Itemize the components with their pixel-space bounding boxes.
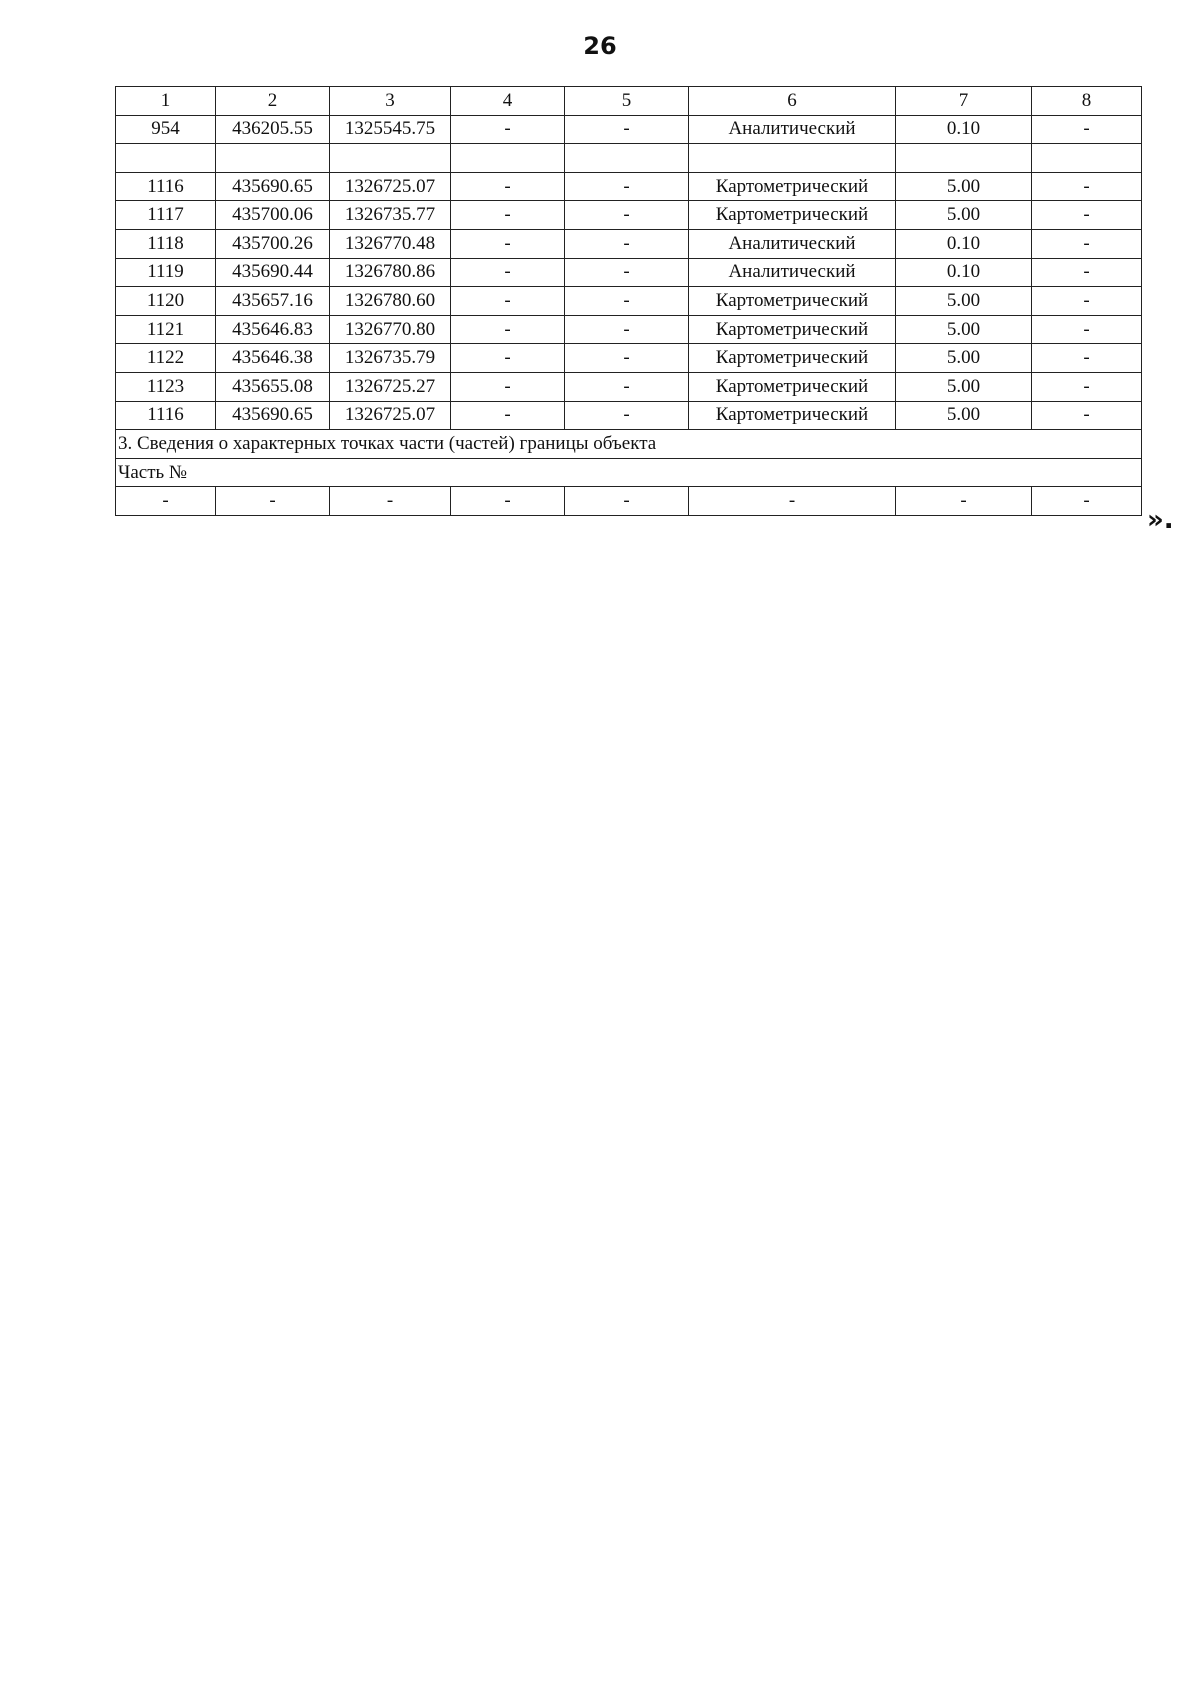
table-cell: 5.00 xyxy=(896,401,1032,430)
table-cell: Картометрический xyxy=(689,372,896,401)
column-header: 2 xyxy=(216,87,330,116)
table-cell: 1326725.07 xyxy=(330,172,451,201)
table-cell: 435700.06 xyxy=(216,201,330,230)
table-cell: - xyxy=(330,487,451,516)
table-cell: 1326725.07 xyxy=(330,401,451,430)
table-cell: 5.00 xyxy=(896,172,1032,201)
table-cell: 5.00 xyxy=(896,372,1032,401)
table-cell: 1119 xyxy=(116,258,216,287)
table-cell: 0.10 xyxy=(896,115,1032,144)
table-cell: 1118 xyxy=(116,229,216,258)
table-row xyxy=(116,372,1142,401)
table-cell: 435690.44 xyxy=(216,258,330,287)
table-cell: Картометрический xyxy=(689,315,896,344)
table-cell: 1116 xyxy=(116,172,216,201)
table-cell: 5.00 xyxy=(896,344,1032,373)
table-cell: - xyxy=(565,172,689,201)
table-cell: 436205.55 xyxy=(216,115,330,144)
table-cell: 1123 xyxy=(116,372,216,401)
table-cell: - xyxy=(565,372,689,401)
table-cell: 5.00 xyxy=(896,315,1032,344)
table-cell: - xyxy=(1032,172,1142,201)
table-cell xyxy=(451,144,565,173)
table-cell: - xyxy=(565,229,689,258)
table-cell: 1120 xyxy=(116,287,216,316)
table-cell: - xyxy=(1032,201,1142,230)
table-row xyxy=(116,115,1142,144)
table-row xyxy=(116,401,1142,430)
column-header: 7 xyxy=(896,87,1032,116)
table-cell xyxy=(116,144,216,173)
table-cell xyxy=(330,144,451,173)
section-heading-row xyxy=(116,430,1142,459)
table-cell: - xyxy=(451,172,565,201)
table-cell: - xyxy=(451,487,565,516)
table-row xyxy=(116,201,1142,230)
table-cell: Аналитический xyxy=(689,115,896,144)
table-cell: 0.10 xyxy=(896,258,1032,287)
table-cell: 5.00 xyxy=(896,201,1032,230)
table-header-row xyxy=(116,87,1142,116)
table-cell xyxy=(896,144,1032,173)
table-cell: Картометрический xyxy=(689,344,896,373)
table-cell: 1325545.75 xyxy=(330,115,451,144)
table-cell: - xyxy=(1032,372,1142,401)
table-row-empty xyxy=(116,144,1142,173)
table-cell: - xyxy=(451,258,565,287)
table-row xyxy=(116,344,1142,373)
table-cell: 1326725.27 xyxy=(330,372,451,401)
table-cell: - xyxy=(565,344,689,373)
table-cell: 435657.16 xyxy=(216,287,330,316)
table-row xyxy=(116,258,1142,287)
table-cell: 435655.08 xyxy=(216,372,330,401)
table-cell: Аналитический xyxy=(689,258,896,287)
table-cell: 435646.38 xyxy=(216,344,330,373)
table-cell: - xyxy=(1032,287,1142,316)
table-cell: 435690.65 xyxy=(216,401,330,430)
table-cell: 1326735.77 xyxy=(330,201,451,230)
table-cell: 1122 xyxy=(116,344,216,373)
table-cell xyxy=(1032,144,1142,173)
column-header: 3 xyxy=(330,87,451,116)
table-cell: - xyxy=(1032,344,1142,373)
table-row xyxy=(116,172,1142,201)
table-cell: 435690.65 xyxy=(216,172,330,201)
table-cell: - xyxy=(216,487,330,516)
table-cell: 954 xyxy=(116,115,216,144)
coordinates-table xyxy=(115,86,1142,516)
table-cell: - xyxy=(565,487,689,516)
table-cell: Аналитический xyxy=(689,229,896,258)
table-row xyxy=(116,229,1142,258)
table-cell: - xyxy=(1032,115,1142,144)
table-cell: Картометрический xyxy=(689,172,896,201)
table-row xyxy=(116,315,1142,344)
table-cell: 5.00 xyxy=(896,287,1032,316)
table-cell: 435700.26 xyxy=(216,229,330,258)
table-cell: - xyxy=(565,287,689,316)
table-cell: - xyxy=(451,401,565,430)
table-cell: Картометрический xyxy=(689,401,896,430)
table-cell: - xyxy=(565,315,689,344)
table-cell xyxy=(216,144,330,173)
table-cell: - xyxy=(451,372,565,401)
column-header: 6 xyxy=(689,87,896,116)
table-cell: - xyxy=(565,115,689,144)
table-cell: - xyxy=(896,487,1032,516)
table-cell: - xyxy=(451,315,565,344)
table-cell: - xyxy=(565,201,689,230)
table-cell: 1121 xyxy=(116,315,216,344)
table-cell: 1326770.48 xyxy=(330,229,451,258)
section-heading: 3. Сведения о характерных точках части (частей) границы объекта xyxy=(116,430,1142,459)
table-cell: - xyxy=(1032,487,1142,516)
table-cell: - xyxy=(565,401,689,430)
table-cell: 435646.83 xyxy=(216,315,330,344)
table-cell: - xyxy=(451,201,565,230)
column-header: 8 xyxy=(1032,87,1142,116)
table-cell: - xyxy=(1032,315,1142,344)
table-cell: - xyxy=(451,115,565,144)
table-cell: - xyxy=(451,344,565,373)
table-cell: - xyxy=(1032,229,1142,258)
table-cell: Картометрический xyxy=(689,287,896,316)
table-cell: 1326770.80 xyxy=(330,315,451,344)
table-cell: 1117 xyxy=(116,201,216,230)
table-cell: - xyxy=(451,229,565,258)
column-header: 4 xyxy=(451,87,565,116)
closing-quote-mark: ». xyxy=(1147,505,1174,535)
table-cell xyxy=(565,144,689,173)
table-cell: - xyxy=(116,487,216,516)
page-number: 26 xyxy=(583,32,617,60)
table-cell: - xyxy=(1032,258,1142,287)
part-label: Часть № xyxy=(116,458,1142,487)
table-cell xyxy=(689,144,896,173)
table-cell: 1326780.86 xyxy=(330,258,451,287)
table-cell: 0.10 xyxy=(896,229,1032,258)
table-cell: - xyxy=(565,258,689,287)
part-row xyxy=(116,487,1142,516)
table-cell: - xyxy=(451,287,565,316)
table-cell: 1116 xyxy=(116,401,216,430)
table-cell: - xyxy=(689,487,896,516)
table-cell: - xyxy=(1032,401,1142,430)
column-header: 1 xyxy=(116,87,216,116)
column-header: 5 xyxy=(565,87,689,116)
part-label-row xyxy=(116,458,1142,487)
table-cell: 1326735.79 xyxy=(330,344,451,373)
table-cell: 1326780.60 xyxy=(330,287,451,316)
table-cell: Картометрический xyxy=(689,201,896,230)
table-row xyxy=(116,287,1142,316)
